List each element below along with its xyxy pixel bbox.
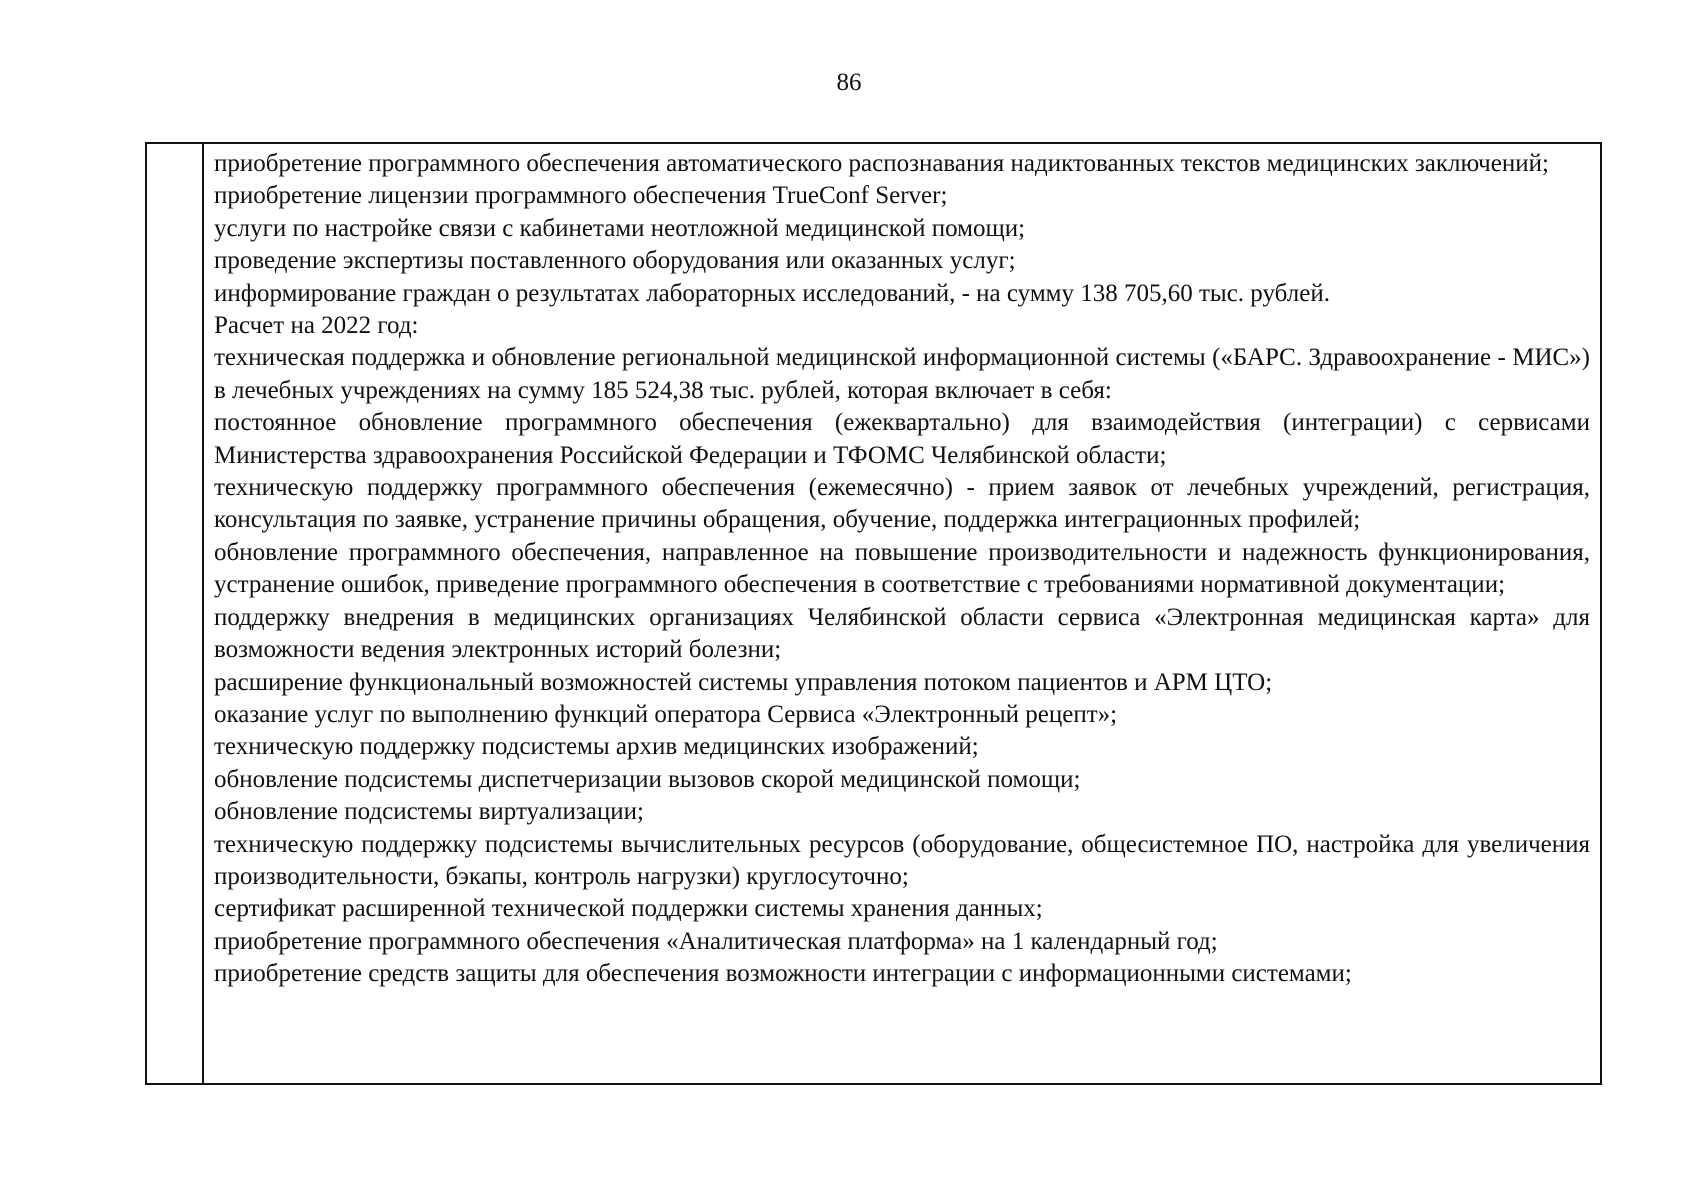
paragraph-bars-support: техническая поддержка и обновление региональной медицинской информационной системы («БАРС. Здравоохранение - МИС») в лечебных учреждениях на сумму 185 524,38 тыс. рублей, которая включает в себя: (214, 344, 1590, 404)
page-number: 86 (836, 69, 862, 96)
paragraph-performance-update: обновление программного обеспечения, направленное на повышение производительности и надежность функционирования, устранение ошибок, приведение программного обеспечения в соответствие с требованиями нормативной документации; (214, 538, 1590, 599)
paragraph-trueconf-license: приобретение лицензии программного обеспечения TrueConf Server; (214, 182, 948, 210)
paragraph-lab-results: информирование граждан о результатах лабораторных исследований, - на сумму 138 705,60 тыс. рублей. (214, 279, 1330, 307)
paragraph-monthly-support: техническую поддержку программного обеспечения (ежемесячно) - прием заявок от лечебных учреждений, регистрация, консультация по заявке, устранение причины обращения, обучение, поддержка интеграционных профилей; (214, 474, 1590, 534)
paragraph-compute-resources: техническую поддержку подсистемы вычислительных ресурсов (оборудование, общесистемное ПО, настройка для увеличения производительности, бэкапы, контроль нагрузки) круглосуточно; (214, 830, 1590, 890)
paragraph-analytics-platform: приобретение программного обеспечения «Аналитическая платформа» на 1 календарный год; (214, 927, 1218, 955)
document-table (145, 142, 1602, 1085)
paragraph-image-archive: техническую поддержку подсистемы архив медицинских изображений; (214, 733, 979, 761)
table-text-cell (204, 144, 1600, 1083)
paragraph-emergency-link: услуги по настройке связи с кабинетами неотложной медицинской помощи; (214, 214, 1026, 242)
paragraph-quarterly-update: постоянное обновление программного обеспечения (ежеквартально) для взаимодействия (интеграции) с сервисами Министерства здравоохранения Российской Федерации и ТФОМС Челябинской области; (214, 409, 1590, 469)
paragraph-e-prescription: оказание услуг по выполнению функций оператора Сервиса «Электронный рецепт»; (214, 700, 1118, 728)
paragraph-security-tools: приобретение средств защиты для обеспечения возможности интеграции с информационными системами; (214, 960, 1352, 988)
paragraph-storage-certificate: сертификат расширенной технической поддержки системы хранения данных; (214, 895, 1043, 923)
paragraph-patient-flow: расширение функциональный возможностей системы управления потоком пациентов и АРМ ЦТО; (214, 668, 1273, 696)
paragraph-speech-recognition: приобретение программного обеспечения автоматического распознавания надиктованных текстов медицинских заключений; (214, 150, 1549, 177)
paragraph-emk-support: поддержку внедрения в медицинских организациях Челябинской области сервиса «Электронная медицинская карта» для возможности ведения электронных историй болезни; (214, 603, 1590, 664)
paragraph-virtualization: обновление подсистемы виртуализации; (214, 798, 644, 826)
paragraph-expertise: проведение экспертизы поставленного оборудования или оказанных услуг; (214, 247, 1016, 275)
paragraph-ambulance-dispatch: обновление подсистемы диспетчеризации вызовов скорой медицинской помощи; (214, 765, 1081, 793)
paragraph-calc-2022: Расчет на 2022 год: (214, 312, 419, 340)
table-left-cell (147, 144, 204, 1083)
